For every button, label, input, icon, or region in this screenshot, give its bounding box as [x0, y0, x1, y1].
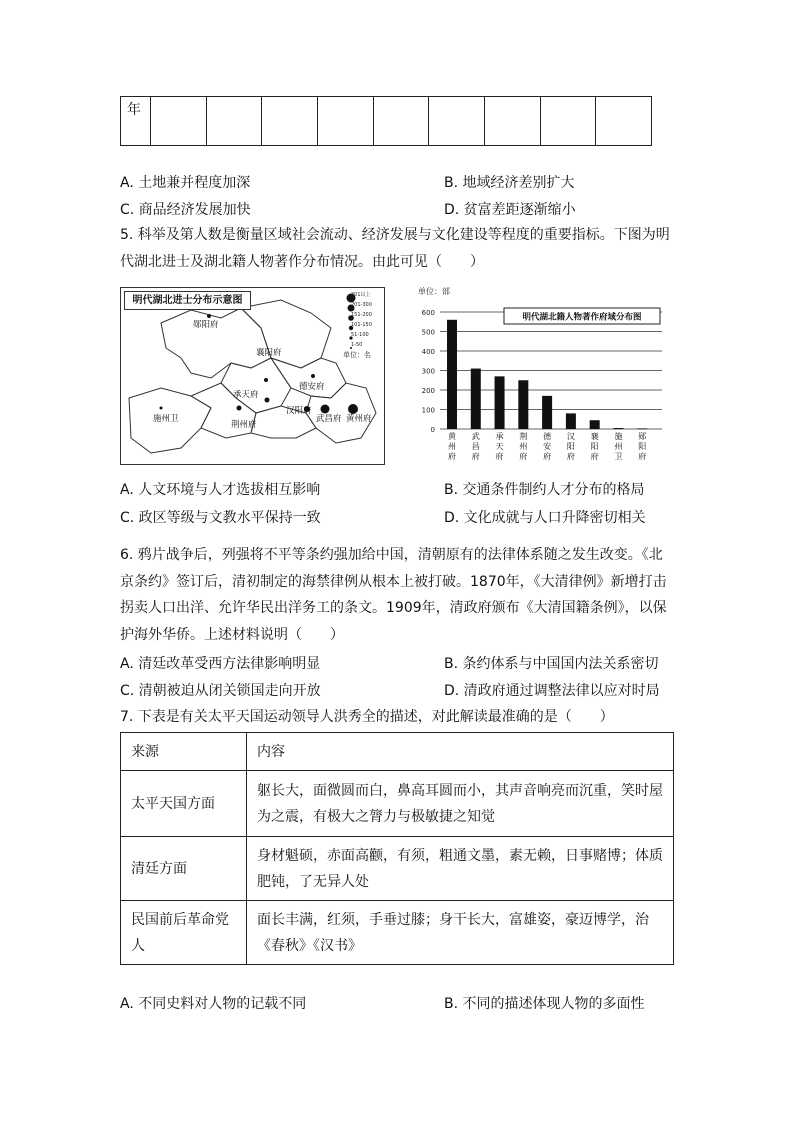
chart-xtick-label: 承天府 — [495, 432, 504, 461]
q7-cell-source: 太平天国方面 — [121, 771, 247, 837]
q7-cell-content: 面长丰满，红须，手垂过膝；身干长大，富雄姿，豪迈博学，治《春秋》《汉书》 — [247, 901, 674, 965]
map-label-wuchang: 武昌府 — [316, 414, 342, 424]
q6-option-d: D. 清政府通过调整法律以应对时局 — [444, 683, 660, 699]
chart-bar — [471, 369, 481, 429]
q6-option-a: A. 清廷改革受西方法律影响明显 — [120, 656, 321, 672]
q4-option-b: B. 地域经济差别扩大 — [444, 175, 575, 191]
top-table-cell — [484, 97, 540, 146]
q7-cell-source: 民国前后革命党人 — [121, 901, 247, 965]
q7-header-content: 内容 — [247, 733, 674, 771]
chart-ytick-label: 100 — [421, 406, 435, 415]
top-table-cell — [151, 97, 207, 146]
map-label-jingzhou: 荆州府 — [231, 420, 257, 430]
map-label-yunyang: 郧阳府 — [193, 320, 219, 330]
chart-xtick-label: 郧阳府 — [638, 432, 647, 461]
chart-bar — [495, 376, 505, 429]
q6-stem: 6. 鸦片战争后，列强将不平等条约强加给中国，清朝原有的法律体系随之发生改变。《北京条约》签订后，清初制定的海禁律例从根本上被打破。1870年，《大清律例》新增打击拐卖人口出洋、允许华民出洋务工的条文。1909年，清政府颁布《大清国籍条例》，以保护海外华侨。上述材料说明（ ） — [120, 547, 667, 643]
map-drawing — [121, 288, 384, 464]
chart-ytick-label: 300 — [421, 367, 435, 376]
legend-item: 51-100 — [351, 332, 369, 338]
map-label-huangzhou: 黄州府 — [346, 414, 372, 424]
q4-option-d: D. 贫富差距逐渐缩小 — [444, 202, 576, 218]
q7-option-b: B. 不同的描述体现人物的多面性 — [444, 996, 645, 1012]
map-label-dean: 德安府 — [299, 382, 325, 392]
hubei-jinshi-map — [120, 287, 385, 465]
q7-table — [120, 732, 674, 965]
legend-item: 301以上 — [351, 292, 371, 298]
q5-option-a: A. 人文环境与人才选拔相互影响 — [120, 482, 321, 498]
chart-ytick-label: 0 — [430, 426, 435, 434]
top-table-cell — [373, 97, 429, 146]
legend-item: 151-200 — [351, 312, 372, 318]
top-table-cell — [429, 97, 485, 146]
q7-cell-content: 躯长大，面微圆而白，鼻高耳圆而小，其声音响亮而沉重，笑时屋为之震，有极大之膂力与极敏捷之知觉 — [247, 771, 674, 837]
chart-ytick-label: 600 — [421, 309, 435, 317]
map-label-hanyang: 汉阳府 — [286, 406, 312, 416]
table-row — [121, 837, 674, 901]
top-table-cell — [206, 97, 262, 146]
legend-unit: 单位：名 — [343, 351, 371, 359]
chart-bar — [590, 420, 600, 429]
q5-option-c: C. 政区等级与文教水平保持一致 — [120, 510, 321, 526]
top-table-cell — [596, 97, 652, 146]
chart-unit-label: 单位：部 — [418, 287, 450, 296]
q7-option-a: A. 不同史料对人物的记载不同 — [120, 996, 307, 1012]
q6-option-c: C. 清朝被迫从闭关锁国走向开放 — [120, 683, 321, 699]
top-table-year-cell: 年 — [121, 97, 151, 146]
q4-option-c: C. 商品经济发展加快 — [120, 202, 251, 218]
chart-ytick-label: 500 — [421, 328, 435, 337]
q7-header-source: 来源 — [121, 733, 247, 771]
chart-ytick-label: 200 — [421, 387, 435, 395]
chart-bar — [637, 428, 647, 429]
chart-title: 明代湖北籍人物著作府域分布图 — [522, 312, 642, 323]
q4-option-a: A. 土地兼并程度加深 — [120, 175, 251, 191]
chart-bar — [613, 428, 623, 429]
map-title: 明代湖北进士分布示意图 — [124, 291, 251, 310]
table-row — [121, 771, 674, 837]
q5-option-b: B. 交通条件制约人才分布的格局 — [444, 482, 645, 498]
chart-xtick-label: 施州卫 — [614, 432, 623, 461]
works-distribution-chart — [412, 282, 672, 464]
map-label-shizhouwei: 施州卫 — [153, 414, 179, 424]
q5-stem: 5. 科举及第人数是衡量区域社会流动、经济发展与文化建设等程度的重要指标。下图为明代湖北进士及湖北籍人物著作分布情况。由此可见（ ） — [120, 227, 670, 270]
chart-xtick-label: 荆州府 — [519, 432, 528, 461]
chart-bar — [518, 380, 528, 429]
q7-stem: 7. 下表是有关太平天国运动领导人洪秀全的描述，对此解读最准确的是（ ） — [120, 709, 614, 725]
chart-ytick-label: 400 — [421, 348, 435, 356]
top-table-cell — [262, 97, 318, 146]
map-label-xiangyang: 襄阳府 — [256, 348, 282, 358]
q7-cell-content: 身材魁硕，赤面高颧，有须，粗通文墨，素无赖，日事赌博；体质肥钝，了无异人处 — [247, 837, 674, 901]
chart-bar — [566, 413, 576, 429]
q7-cell-source: 清廷方面 — [121, 837, 247, 901]
legend-item: 1-50 — [351, 342, 363, 348]
chart-bar — [542, 396, 552, 429]
map-label-chengtian: 承天府 — [233, 390, 259, 400]
top-table — [120, 96, 652, 146]
chart-svg — [412, 282, 672, 464]
top-table-cell — [540, 97, 596, 146]
map-legend — [343, 290, 372, 360]
chart-bar — [447, 320, 457, 429]
legend-item: 201-300 — [351, 302, 372, 308]
q6-option-b: B. 条约体系与中国国内法关系密切 — [444, 656, 659, 672]
q5-option-d: D. 文化成就与人口升降密切相关 — [444, 510, 646, 526]
chart-xtick-label: 武昌府 — [471, 432, 480, 461]
chart-xtick-label: 黄州府 — [448, 432, 456, 461]
chart-xtick-label: 德安府 — [543, 432, 552, 461]
legend-item: 101-150 — [351, 322, 372, 328]
chart-xtick-label: 襄阳府 — [590, 432, 599, 461]
chart-xtick-label: 汉阳府 — [566, 432, 575, 461]
table-row — [121, 901, 674, 965]
top-table-cell — [317, 97, 373, 146]
